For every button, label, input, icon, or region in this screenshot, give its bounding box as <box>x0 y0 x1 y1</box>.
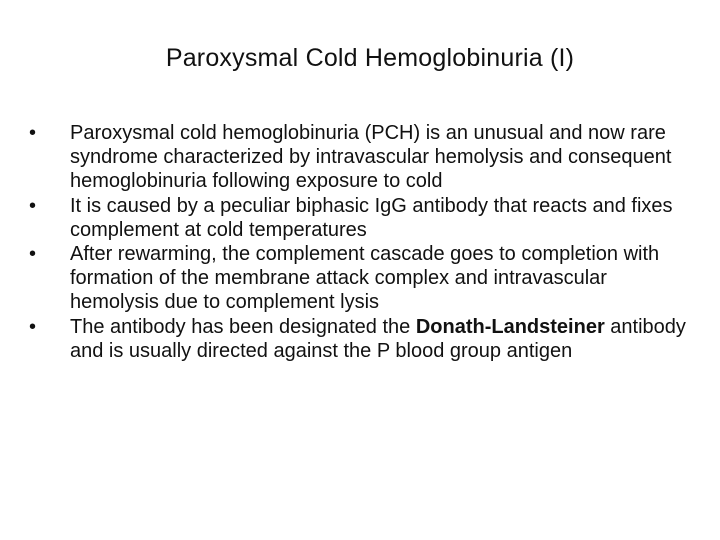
bullet-text-2: It is caused by a peculiar biphasic IgG antibody that reacts and fixes complement at cold temperatures <box>70 194 673 241</box>
bullet-text-4-after: antibody and is usually directed against the P blood group antigen <box>70 315 686 362</box>
bullet-item-4 <box>29 315 689 363</box>
bullet-text-4 <box>70 315 689 363</box>
antibody-name: Donath-Landsteiner <box>415 315 605 338</box>
bullet-text-3: After rewarming, the complement cascade goes to completion with formation of the membrane attack complex and intravascular hemolysis due to complement lysis <box>70 243 660 314</box>
bullet-item-1 <box>29 121 689 194</box>
slide-title: Paroxysmal Cold Hemoglobinuria (I) <box>165 44 575 72</box>
bullet-marker: • <box>29 194 37 217</box>
bullet-marker: • <box>29 315 37 338</box>
bullet-item-2 <box>29 194 689 242</box>
bullet-item-3 <box>29 242 689 315</box>
bullet-marker: • <box>29 122 37 144</box>
bullet-text-4-before: The antibody has been designated the <box>70 315 416 338</box>
bullet-list <box>29 121 689 363</box>
bullet-text-1: Paroxysmal cold hemoglobinuria (PCH) is an unusual and now rare syndrome characterized by intravascular hemolysis and consequent hemoglobinuria following exposure to cold <box>70 122 672 193</box>
bullet-marker: • <box>29 243 37 266</box>
